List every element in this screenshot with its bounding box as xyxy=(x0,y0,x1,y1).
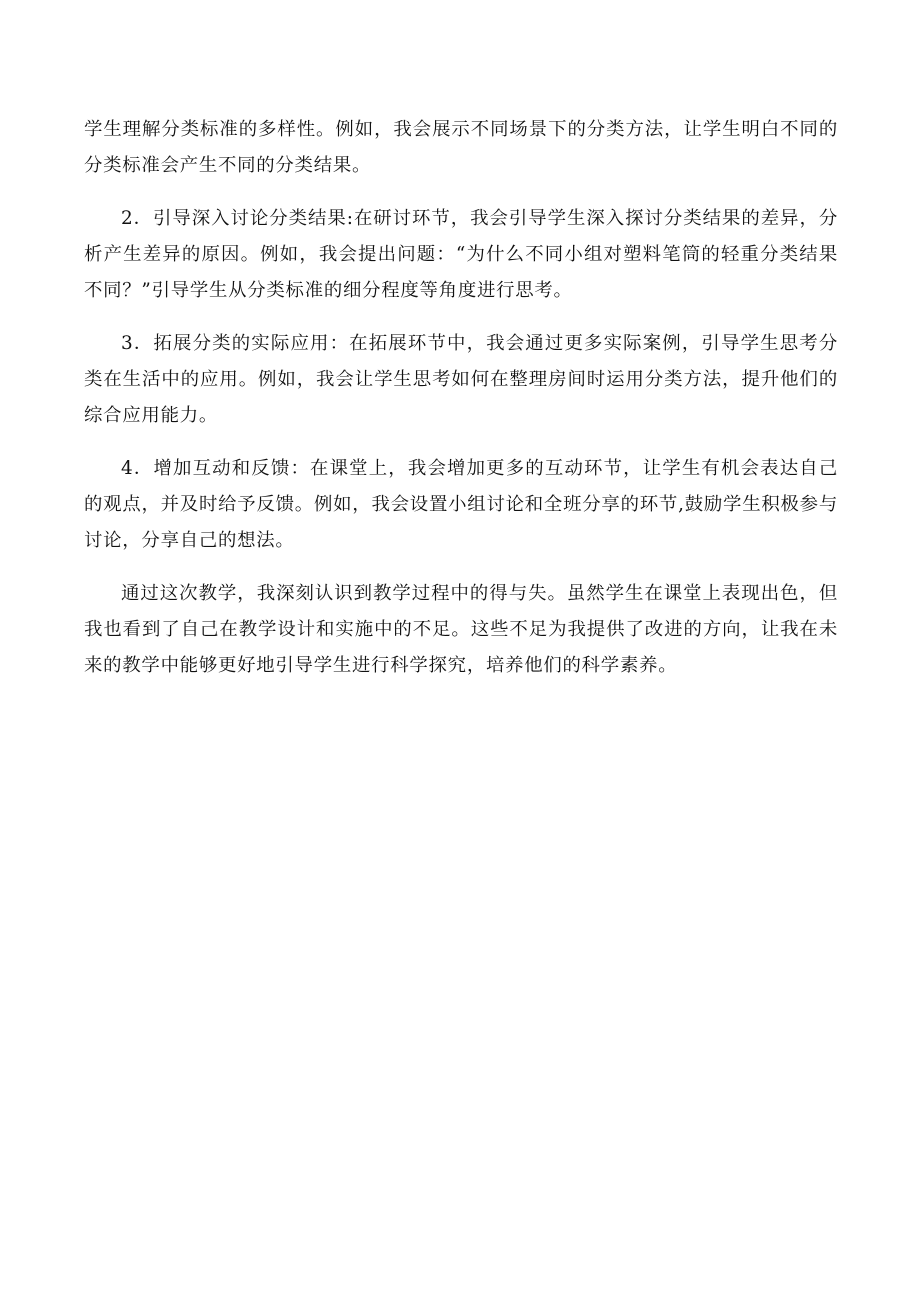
paragraph-item-4: 4．增加互动和反馈：在课堂上，我会增加更多的互动环节，让学生有机会表达自己的观点，并及时给予反馈。例如，我会设置小组讨论和全班分享的环节,鼓励学生积极参与讨论，分享自己的想法。 xyxy=(84,458,838,551)
paragraph-continuation: 学生理解分类标准的多样性。例如，我会展示不同场景下的分类方法，让学生明白不同的分类标准会产生不同的分类结果。 xyxy=(84,119,838,176)
paragraph-conclusion: 通过这次教学，我深刻认识到教学过程中的得与失。虽然学生在课堂上表现出色，但我也看到了自己在教学设计和实施中的不足。这些不足为我提供了改进的方向，让我在未来的教学中能够更好地引导学生进行科学探究，培养他们的科学素养。 xyxy=(84,583,838,676)
paragraph-item-2: 2．引导深入讨论分类结果:在研讨环节，我会引导学生深入探讨分类结果的差异，分析产生差异的原因。例如，我会提出问题：“为什么不同小组对塑料笔筒的轻重分类结果不同？”引导学生从分类标准的细分程度等角度进行思考。 xyxy=(84,208,838,301)
paragraph-item-3: 3．拓展分类的实际应用：在拓展环节中，我会通过更多实际案例，引导学生思考分类在生活中的应用。例如，我会让学生思考如何在整理房间时运用分类方法，提升他们的综合应用能力。 xyxy=(84,333,838,426)
document-body xyxy=(84,112,838,701)
